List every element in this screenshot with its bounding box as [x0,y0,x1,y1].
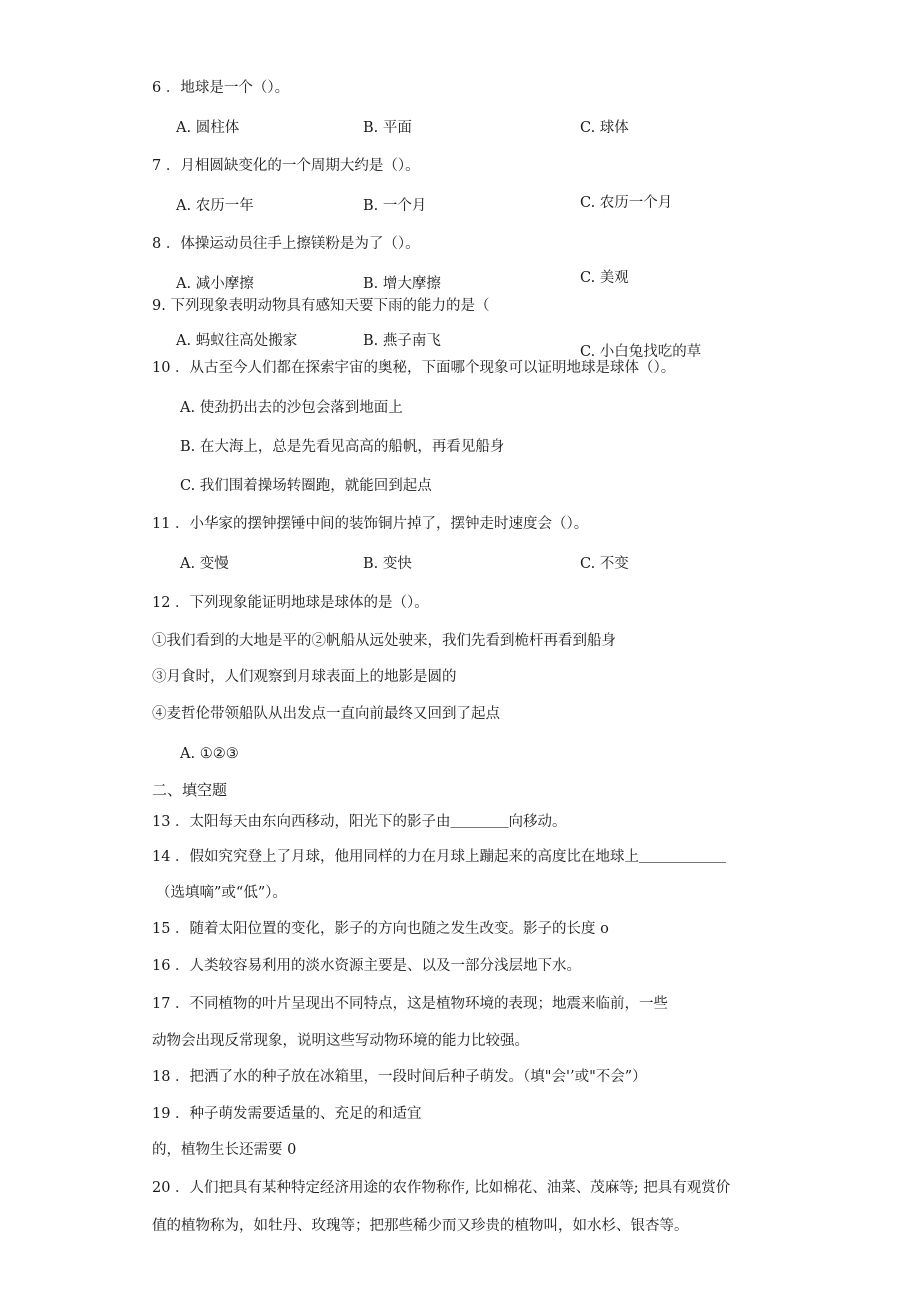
q6-option-c: C. 球体 [580,120,629,136]
q20-line-2: 值的植物称为，如牡丹、玫瑰等；把那些稀少而又珍贵的植物叫，如水杉、银杏等。 [152,1218,689,1234]
q9-option-c-text: C. 小白兔找吃的草 [580,344,702,360]
q6-option-a: A. 圆柱体 [176,120,240,136]
q9-stem: 9. 下列现象表明动物具有感知天要下雨的能力的是（ [152,298,490,314]
q10-option-b: B. 在大海上，总是先看见高高的船帆，再看见船身 [180,439,505,455]
q7-option-b: B. 一个月 [363,198,427,214]
q14-line-2: （选填嘀”或“低”）。 [156,885,287,901]
q20-line-1: 20 ．人们把具有某种特定经济用途的农作物称作, 比如棉花、油菜、茂麻等; 把具有观赏价 [152,1180,731,1196]
q16-text: 16 ．人类较容易利用的淡水资源主要是、以及一部分浅层地下水。 [152,958,582,974]
q6-stem: 6 ．地球是一个（）。 [152,80,290,96]
q12-option-a: A. ①②③ [180,746,239,762]
q6-option-b: B. 平面 [363,120,412,136]
q11-option-a: A. 变慢 [180,556,229,572]
q8-option-b: B. 增大摩擦 [363,276,441,292]
q15-text: 15 ．随着太阳位置的变化，影子的方向也随之发生改变。影子的长度 o [152,921,609,937]
q17-line-2: 动物会出现反常现象，说明这些写动物环境的能力比较强。 [152,1033,529,1049]
q11-option-b: B. 变快 [363,556,412,572]
q12-stem: 12 ．下列现象能证明地球是球体的是（）。 [152,595,429,611]
q14-line-1: 14 ．假如究究登上了月球，他用同样的力在月球上蹦起来的高度比在地球上＿＿＿＿＿＿ [152,849,727,865]
q11-option-c: C. 不变 [580,556,629,572]
q9-option-c-clipped [580,344,702,360]
q19-line-1: 19 ．种子萌发需要适量的、充足的和适宜 [152,1106,422,1122]
q12-statement-1-2: ①我们看到的大地是平的②帆船从远处驶来，我们先看到桅杆再看到船身 [152,633,616,649]
q9-option-a: A. 蚂蚁往高处搬家 [176,333,298,349]
q10-option-c: C. 我们围着操场转圈跑，就能回到起点 [180,478,432,494]
q8-option-a: A. 减小摩擦 [176,276,254,292]
q7-option-a: A. 农历一年 [176,198,254,214]
q8-stem: 8 ．体操运动员往手上擦镁粉是为了（）。 [152,236,420,252]
q10-stem: 10 ．从古至今人们都在探索宇宙的奥秘，下面哪个现象可以证明地球是球体（）。 [152,360,676,376]
q19-line-2: 的，植物生长还需要 0 [152,1142,297,1158]
q13-text: 13 ．太阳每天由东向西移动，阳光下的影子由＿＿＿＿向移动。 [152,814,567,830]
q18-text: 18 ．把洒了水的种子放在冰箱里，一段时间后种子萌发。（填"会'’或"不会”） [152,1069,647,1085]
q10-option-a: A. 使劲扔出去的沙包会落到地面上 [180,400,403,416]
section-heading-fill-in: 二、填空题 [152,781,228,799]
q8-option-c: C. 美观 [580,270,629,286]
q12-statement-4: ④麦哲伦带领船队从出发点一直向前最终又回到了起点 [152,706,500,722]
q12-statement-3: ③月食时，人们观察到月球表面上的地影是圆的 [152,669,457,685]
q11-stem: 11 ．小华家的摆钟摆锤中间的装饰铜片掉了，摆钟走时速度会（）。 [152,516,589,532]
q7-option-c: C. 农历一个月 [580,195,673,211]
q9-option-b: B. 燕子南飞 [363,333,441,349]
q17-line-1: 17 ．不同植物的叶片呈现出不同特点，这是植物环境的表现；地震来临前，一些 [152,996,669,1012]
q7-stem: 7 ．月相圆缺变化的一个周期大约是（）。 [152,158,420,174]
